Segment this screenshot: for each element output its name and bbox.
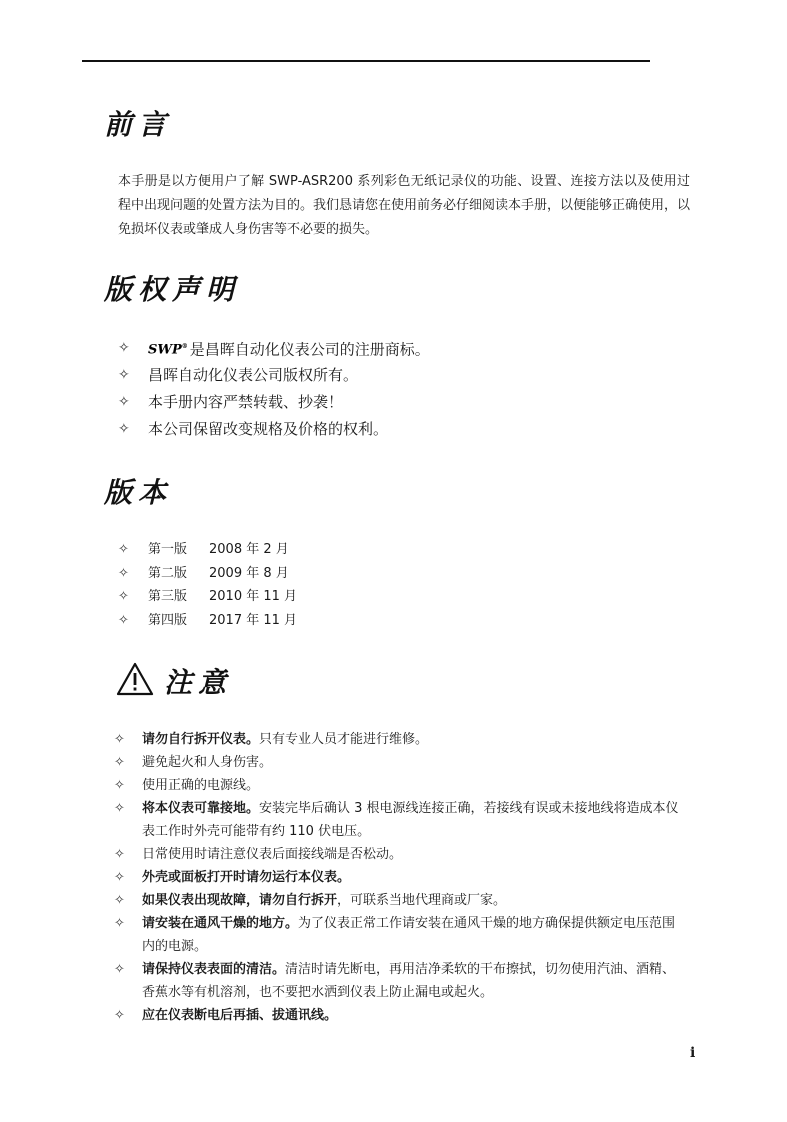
notice-item-text: 避免起火和人身伤害。 xyxy=(142,755,273,770)
notice-item xyxy=(114,728,688,751)
version-name: 第四版 xyxy=(148,612,188,628)
diamond-bullet-icon: ✧ xyxy=(114,847,125,862)
page-number: i xyxy=(690,1045,696,1061)
notice-item-bold: 请勿自行拆开仪表。 xyxy=(142,732,260,747)
diamond-bullet-icon: ✧ xyxy=(114,962,125,977)
header-rule xyxy=(82,60,650,62)
notice-item-text: ，可联系当地代理商或厂家。 xyxy=(337,893,507,908)
copyright-item-text: 是昌晖自动化仪表公司的注册商标。 xyxy=(189,340,430,359)
diamond-bullet-icon: ✧ xyxy=(118,367,130,383)
diamond-bullet-icon: ✧ xyxy=(118,421,130,437)
notice-item-text: 安装完毕后确认 3 根电源线连接正确，若接线有误或未接地线将造成本仪表工作时外壳可能带有约 110 伏电压。 xyxy=(142,801,679,839)
notice-item xyxy=(114,843,688,866)
copyright-item-text: 本公司保留改变规格及价格的权利。 xyxy=(148,420,389,438)
version-date: 2008 年 2 月 xyxy=(209,542,289,557)
diamond-bullet-icon: ✧ xyxy=(114,1008,125,1023)
notice-heading: 注意 xyxy=(164,666,233,699)
notice-item xyxy=(114,797,688,843)
notice-item-text: 使用正确的电源线。 xyxy=(142,778,260,793)
diamond-bullet-icon: ✧ xyxy=(118,589,129,604)
notice-item-bold: 外壳或面板打开时请勿运行本仪表。 xyxy=(142,870,351,885)
diamond-bullet-icon: ✧ xyxy=(114,732,125,747)
notice-item xyxy=(114,1004,688,1027)
notice-item xyxy=(114,958,688,1004)
notice-item-text: 清洁时请先断电，再用洁净柔软的干布擦拭，切勿使用汽油、酒精、香蕉水等有机溶剂，也不要把水洒到仪表上防止漏电或起火。 xyxy=(142,962,676,1000)
version-item xyxy=(118,541,518,565)
version-date: 2009 年 8 月 xyxy=(209,565,289,581)
diamond-bullet-icon: ✧ xyxy=(114,801,125,816)
version-item xyxy=(118,565,518,589)
copyright-list xyxy=(118,337,678,445)
diamond-bullet-icon: ✧ xyxy=(114,755,125,770)
notice-item xyxy=(114,751,688,774)
notice-item xyxy=(114,912,688,958)
version-date: 2010 年 11 月 xyxy=(209,589,298,604)
version-item xyxy=(118,612,518,636)
copyright-item xyxy=(118,391,678,418)
diamond-bullet-icon: ✧ xyxy=(114,870,125,885)
copyright-item xyxy=(118,418,678,445)
diamond-bullet-icon: ✧ xyxy=(118,340,130,356)
diamond-bullet-icon: ✧ xyxy=(118,565,129,581)
copyright-item xyxy=(118,364,678,391)
copyright-item-text: 本手册内容严禁转载、抄袭！ xyxy=(148,393,344,411)
notice-item-bold: 请安装在通风干燥的地方。 xyxy=(142,916,299,931)
notice-item xyxy=(114,866,688,889)
copyright-item-text: 昌晖自动化仪表公司版权所有。 xyxy=(148,366,359,384)
notice-list xyxy=(114,728,688,1027)
notice-item-text: 为了仪表正常工作请安装在通风干燥的地方确保提供额定电压范围内的电源。 xyxy=(142,916,676,954)
diamond-bullet-icon: ✧ xyxy=(118,542,129,557)
notice-item xyxy=(114,889,688,912)
copyright-item xyxy=(118,337,678,364)
version-name: 第三版 xyxy=(148,589,188,604)
version-list xyxy=(118,541,518,635)
diamond-bullet-icon: ✧ xyxy=(114,893,125,908)
version-name: 第二版 xyxy=(148,565,188,581)
version-item xyxy=(118,588,518,612)
diamond-bullet-icon: ✧ xyxy=(114,778,125,793)
notice-item-bold: 请保持仪表表面的清洁。 xyxy=(142,962,286,977)
preface-paragraph: 本手册是以方便用户了解 SWP-ASR200 系列彩色无纸记录仪的功能、设置、连接方法以及使用过程中出现问题的处置方法为目的。我们恳请您在使用前务必仔细阅读本手册，以便能够正确使用，以免损坏仪表或肇成人身伤害等不必要的损失。 xyxy=(118,174,691,237)
preface-heading: 前言 xyxy=(104,108,173,141)
warning-triangle-icon xyxy=(116,661,154,697)
notice-item-bold: 将本仪表可靠接地。 xyxy=(142,801,260,816)
version-heading: 版本 xyxy=(104,476,173,509)
diamond-bullet-icon: ✧ xyxy=(118,612,129,628)
notice-item-text: 日常使用时请注意仪表后面接线端是否松动。 xyxy=(142,847,403,862)
notice-item-bold: 如果仪表出现故障，请勿自行拆开 xyxy=(142,893,338,908)
diamond-bullet-icon: ✧ xyxy=(114,916,125,931)
swp-logo-icon: SWP® xyxy=(148,342,188,358)
notice-item-text: 只有专业人员才能进行维修。 xyxy=(259,732,429,747)
version-date: 2017 年 11 月 xyxy=(209,612,298,628)
diamond-bullet-icon: ✧ xyxy=(118,394,130,410)
copyright-heading: 版权声明 xyxy=(104,273,241,306)
notice-item-bold: 应在仪表断电后再插、拔通讯线。 xyxy=(142,1008,338,1023)
version-name: 第一版 xyxy=(148,542,188,557)
notice-item xyxy=(114,774,688,797)
